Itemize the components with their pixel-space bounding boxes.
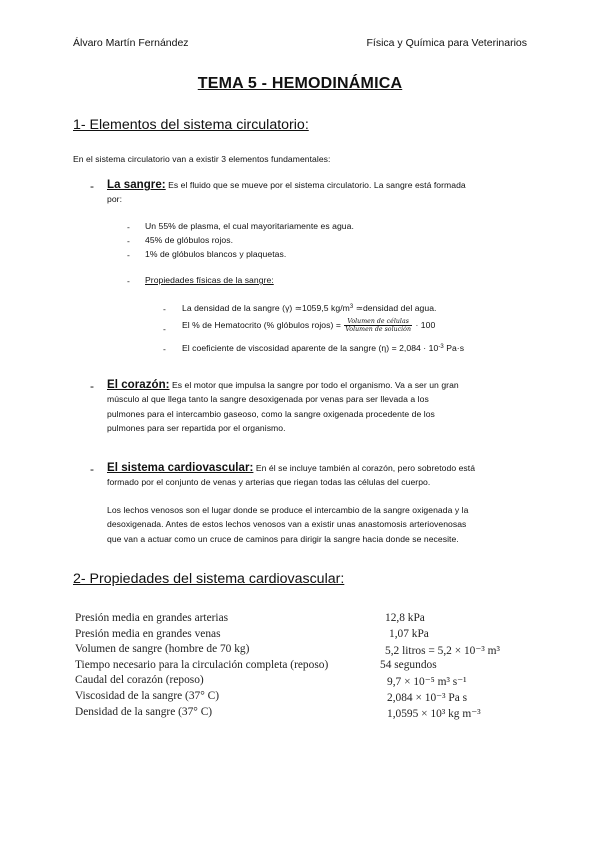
header-author: Álvaro Martín Fernández — [73, 37, 189, 49]
table-row — [75, 690, 535, 706]
row-value: 2,084 × 10⁻³ Pa s — [387, 691, 468, 704]
corazon-line-3: pulmones para el intercambio gaseoso, como la sangre oxigenada procedente de los — [107, 408, 435, 419]
prop-hematocrit — [182, 315, 435, 335]
properties-table — [75, 612, 535, 721]
corazon-line-4: pulmones para ser repartida por el organismo. — [107, 423, 286, 434]
row-value: 5,2 litros = 5,2 × 10⁻³ m³ — [385, 645, 500, 658]
dash-marker: - — [163, 324, 166, 334]
sangre-text-1: Es el fluido que se mueve por el sistema circulatorio. La sangre está formada — [165, 180, 466, 190]
prop-density-text: La densidad de la sangre (γ) ≃1059,5 kg/m — [182, 303, 350, 313]
prop-viscosity-text: El coeficiente de viscosidad aparente de la sangre (η) = 2,084 · 10 — [182, 343, 439, 353]
cardio-paragraph — [107, 461, 537, 490]
row-value: 12,8 kPa — [385, 612, 425, 624]
section2-heading: 2- Propiedades del sistema cardiovascular: — [73, 571, 345, 587]
table-row — [75, 706, 535, 722]
row-label: Caudal del corazón (reposo) — [75, 674, 204, 687]
prop-viscosity — [182, 341, 464, 355]
row-value: 9,7 × 10⁻⁵ m³ s⁻¹ — [387, 676, 467, 689]
sangre-text-2: por: — [107, 194, 123, 205]
corazon-line-2: músculo al que llega tanto la sangre desoxigenada por venas para ser llevada a los — [107, 394, 429, 405]
row-label: Viscosidad de la sangre (37° C) — [75, 689, 220, 702]
corazon-line-1: Es el motor que impulsa la sangre por todo el organismo. Va a ser un gran — [169, 380, 459, 390]
row-label: Densidad de la sangre (37° C) — [75, 705, 213, 718]
prop-density — [182, 301, 436, 315]
row-label: Presión media en grandes arterias — [75, 612, 229, 624]
section1-intro: En el sistema circulatorio van a existir 3 elementos fundamentales: — [73, 154, 331, 164]
cardio-line-1: En él se incluye también al corazón, pero sobretodo está — [253, 463, 476, 473]
sangre-bullet-3: 1% de glóbulos blancos y plaquetas. — [145, 249, 287, 259]
prop-viscosity-tail: Pa·s — [443, 343, 465, 353]
table-row — [75, 643, 535, 659]
props-heading: Propiedades físicas de la sangre: — [145, 275, 274, 285]
table-row — [75, 628, 535, 644]
prop-density-tail: ≃densidad del agua. — [353, 303, 437, 313]
dash-marker: - — [127, 222, 130, 232]
lechos-line-2: desoxigenada. Antes de estos lechos venosos van a existir unas anastomosis arteriovenosas — [107, 519, 467, 530]
dash-marker: - — [127, 276, 130, 286]
cardio-term: El sistema cardiovascular: — [107, 462, 254, 474]
sangre-bullet-1: Un 55% de plasma, el cual mayoritariamente es agua. — [145, 221, 354, 231]
dash-marker: - — [163, 304, 166, 314]
lechos-line-3: que van a actuar como un cruce de caminos para dirigir la sangre hacia donde se necesite. — [107, 533, 459, 544]
table-row — [75, 674, 535, 690]
dash-marker: - — [90, 379, 94, 393]
sangre-bullet-2: 45% de glóbulos rojos. — [145, 235, 234, 245]
sangre-term: La sangre: — [107, 179, 166, 191]
corazon-term: El corazón: — [107, 379, 170, 391]
row-label: Presión media en grandes venas — [75, 627, 221, 640]
corazon-paragraph — [107, 378, 537, 436]
dash-marker: - — [127, 236, 130, 246]
row-label: Tiempo necesario para la circulación completa (reposo) — [75, 658, 329, 671]
sangre-paragraph — [107, 178, 537, 207]
row-value: 1,07 kPa — [389, 627, 429, 640]
dash-marker: - — [163, 344, 166, 354]
dash-marker: - — [127, 250, 130, 260]
hematocrit-fraction — [344, 318, 412, 333]
fraction-numerator: Volumen de células — [344, 318, 412, 326]
lechos-line-1: Los lechos venosos son el lugar donde se produce el intercambio de la sangre oxigenada y la — [107, 505, 469, 515]
section1-heading: 1- Elementos del sistema circulatorio: — [73, 117, 309, 133]
prop-density-sup: 3 — [349, 304, 354, 310]
dash-marker: - — [90, 462, 94, 476]
row-value: 54 segundos — [380, 658, 437, 671]
page-title: TEMA 5 - HEMODINÁMICA — [197, 75, 403, 92]
prop-viscosity-sup: -3 — [438, 344, 444, 350]
fraction-denominator: Volumen de solución — [345, 326, 411, 334]
prop-hematocrit-text: El % de Hematocrito (% glóbulos rojos) = — [182, 320, 341, 330]
cardio-line-2: formado por el conjunto de venas y arterias que riegan todas las células del cuerpo. — [107, 477, 431, 488]
header-course: Física y Química para Veterinarios — [366, 37, 527, 49]
table-row — [75, 612, 535, 628]
lechos-paragraph — [107, 503, 547, 546]
row-value: 1,0595 × 10³ kg m⁻³ — [387, 707, 481, 720]
table-row — [75, 659, 535, 675]
prop-hematocrit-tail: · 100 — [415, 320, 436, 330]
row-label: Volumen de sangre (hombre de 70 kg) — [75, 643, 250, 656]
dash-marker: - — [90, 179, 94, 193]
